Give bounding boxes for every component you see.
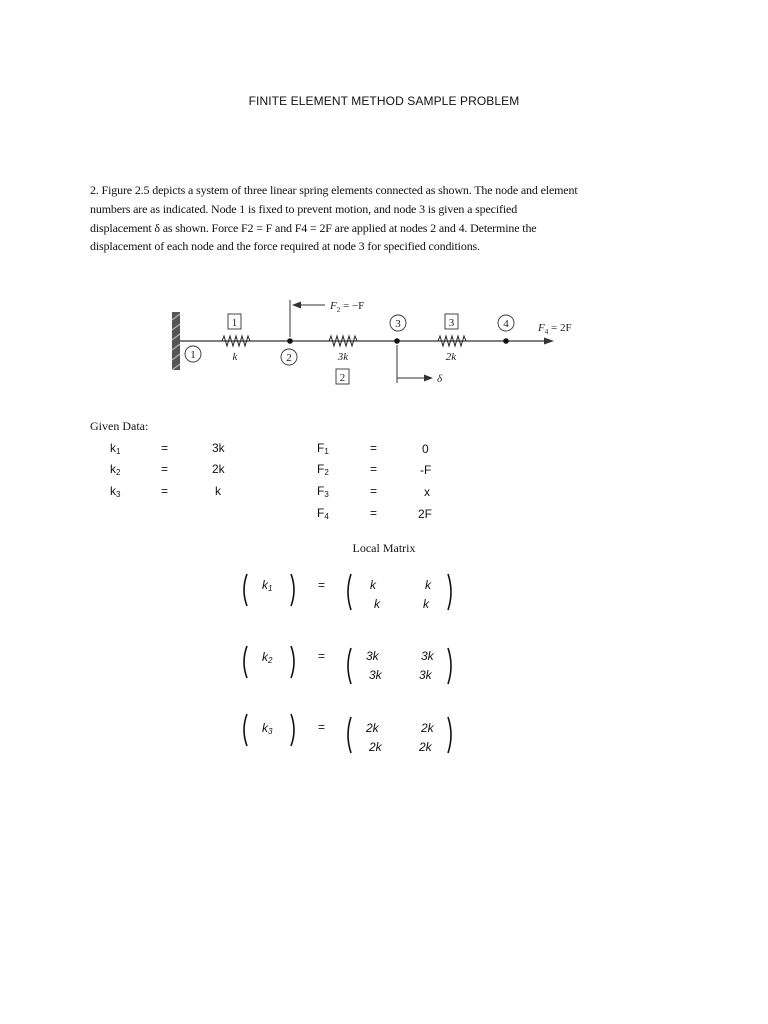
problem-line: displacement δ as shown. Force F2 = F and F4 = 2F are applied at nodes 2 and 4. Determine the xyxy=(90,220,537,235)
m1-right-bracket xyxy=(448,574,451,610)
spring-system-figure xyxy=(150,290,590,400)
node-4-label: 4 xyxy=(503,318,509,330)
given-f3-symbol: $F_3$ xyxy=(317,484,329,499)
matrix-k3-cell-11: 2k xyxy=(366,721,379,735)
matrix-k1-label: $k_1$ xyxy=(262,578,273,593)
node-3-label: 3 xyxy=(395,318,401,330)
m1-left-bracket xyxy=(348,574,351,610)
k3-right-bracket xyxy=(291,714,294,746)
given-f1-equals: = xyxy=(370,441,378,455)
given-f2-symbol: $F_2$ xyxy=(317,462,329,477)
m3-right-bracket xyxy=(448,717,451,753)
local-matrix-label: Local Matrix xyxy=(352,541,416,555)
matrix-k3-label: $k_3$ xyxy=(262,721,273,736)
given-f4-value: 2F xyxy=(418,507,433,521)
matrix-k1-equals: = xyxy=(318,578,326,592)
k3-left-bracket xyxy=(244,714,247,746)
matrix-k1-cell-21: k xyxy=(374,597,380,611)
matrix-k2-cell-21: 3k xyxy=(369,668,382,682)
given-k1-symbol: $k_1$ xyxy=(110,441,121,456)
given-f2-equals: = xyxy=(370,462,378,476)
given-f2-value: -F xyxy=(420,463,432,477)
matrix-k3-cell-21: 2k xyxy=(369,740,382,754)
given-f3-equals: = xyxy=(370,484,378,498)
matrix-k1-cell-22: k xyxy=(423,597,429,611)
matrix-k3-cell-12: 2k xyxy=(421,721,434,735)
matrix-k2-cell-22: 3k xyxy=(419,668,432,682)
matrix-k2-cell-11: 3k xyxy=(366,649,379,663)
node-4-dot xyxy=(503,338,509,344)
fixed-wall xyxy=(172,312,180,370)
delta-arrowhead xyxy=(424,375,433,382)
given-k3-equals: = xyxy=(161,484,169,498)
given-data-label: Given Data: xyxy=(90,419,149,433)
given-f1-symbol: $F_1$ xyxy=(317,441,329,456)
problem-line: 2. Figure 2.5 depicts a system of three linear spring elements connected as shown. The node and element xyxy=(90,183,578,197)
node-2-dot xyxy=(287,338,293,344)
delta-label: δ xyxy=(437,373,443,385)
given-k3-symbol: $k_3$ xyxy=(110,484,121,499)
node-3-dot xyxy=(394,338,400,344)
problem-statement xyxy=(90,181,650,256)
matrix-k1-cell-12: k xyxy=(425,578,431,592)
given-k1-equals: = xyxy=(161,441,169,455)
matrix-k3-cell-22: 2k xyxy=(419,740,432,754)
element-3-label: 3 xyxy=(448,317,455,329)
given-k1-value: 3k xyxy=(212,441,225,455)
matrix-k3-equals: = xyxy=(318,720,326,734)
element-2-label: 2 xyxy=(339,372,346,384)
k2-right-bracket xyxy=(291,646,294,678)
k1-left-bracket xyxy=(244,574,247,606)
given-f4-symbol: $F_4$ xyxy=(317,506,329,521)
matrix-k2-cell-12: 3k xyxy=(421,649,434,663)
given-k2-equals: = xyxy=(161,462,169,476)
element-1-label: 1 xyxy=(231,317,238,329)
f2-label: $F_2 = -F$ xyxy=(330,300,365,314)
f4-label: $F_4 = 2F$ xyxy=(538,322,572,336)
problem-line: displacement of each node and the force required at node 3 for specified conditions. xyxy=(90,239,480,254)
f2-arrowhead xyxy=(292,302,301,309)
matrix-k2-label: $k_2$ xyxy=(262,650,273,665)
given-k3-value: k xyxy=(215,484,221,498)
node-1-label: 1 xyxy=(190,349,196,361)
document-title: FINITE ELEMENT METHOD SAMPLE PROBLEM xyxy=(248,94,520,108)
given-f3-value: x xyxy=(424,485,430,499)
node-2-label: 2 xyxy=(286,352,292,364)
m2-right-bracket xyxy=(448,648,451,684)
k2-left-bracket xyxy=(244,646,247,678)
spring-2-stiffness: 3k xyxy=(337,351,349,363)
spring-1-stiffness: k xyxy=(232,351,238,363)
matrix-k2-equals: = xyxy=(318,649,326,663)
given-f1-value: 0 xyxy=(422,442,429,456)
m2-left-bracket xyxy=(348,648,351,684)
problem-line: numbers are as indicated. Node 1 is fixed to prevent motion, and node 3 is given a specified xyxy=(90,201,518,216)
given-k2-symbol: $k_2$ xyxy=(110,462,121,477)
matrix-k1-cell-11: k xyxy=(370,578,376,592)
k1-right-bracket xyxy=(291,574,294,606)
spring-3-stiffness: 2k xyxy=(445,351,457,363)
given-k2-value: 2k xyxy=(212,462,225,476)
arrow-f4 xyxy=(544,338,554,345)
m3-left-bracket xyxy=(348,717,351,753)
given-f4-equals: = xyxy=(370,506,378,520)
